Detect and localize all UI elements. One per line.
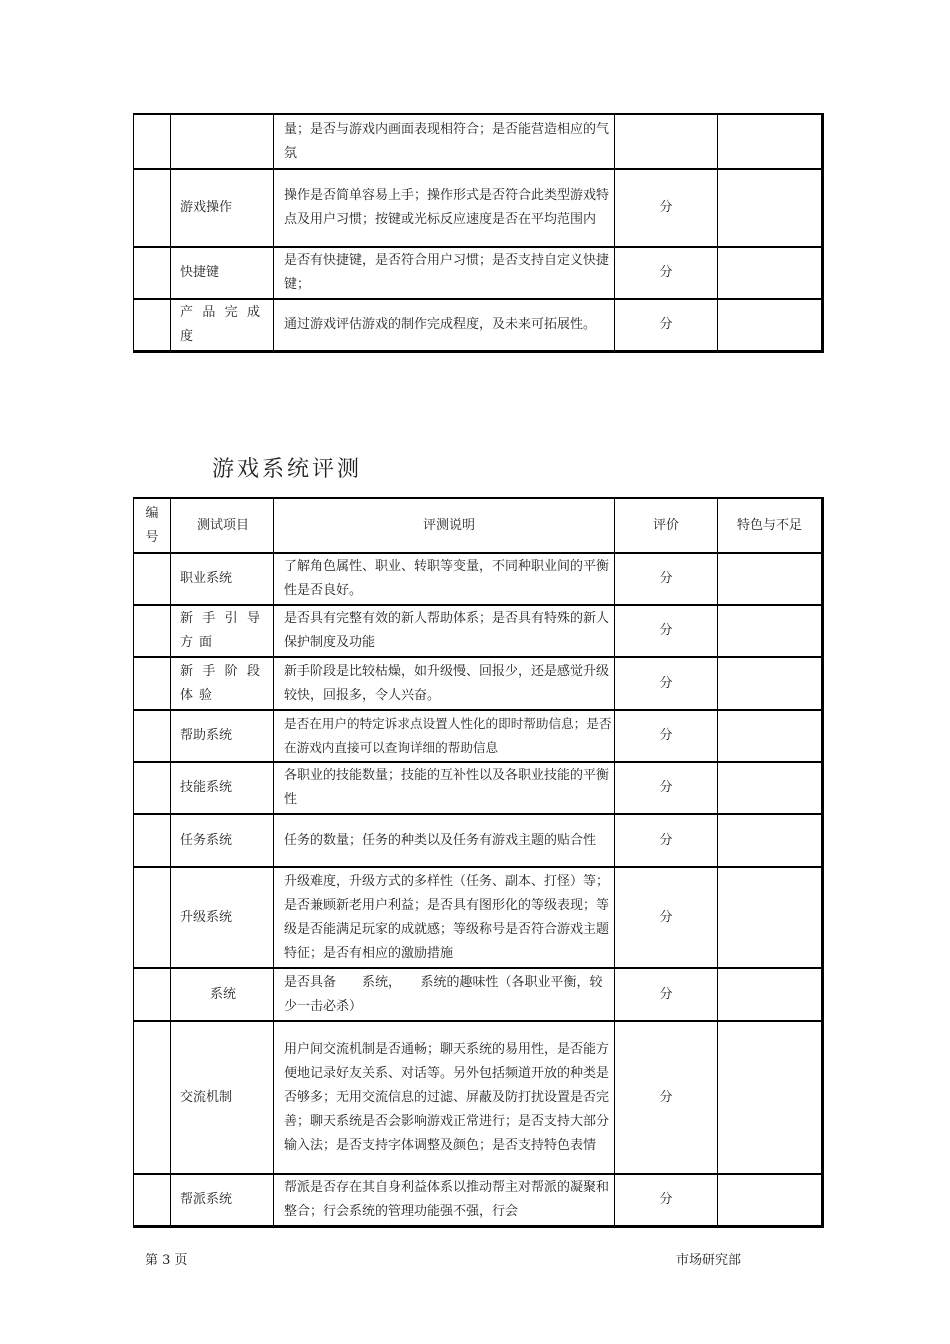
description-cell: 任务的数量；任务的种类以及任务有游戏主题的贴合性 [274, 814, 615, 867]
row-number-cell [134, 299, 171, 351]
test-item-cell: 任务系统 [171, 814, 274, 867]
score-cell: 分 [615, 710, 718, 762]
table-row [134, 1174, 823, 1227]
table-row [134, 867, 823, 968]
row-number-cell [134, 605, 171, 657]
description-cell: 操作是否简单容易上手；操作形式是否符合此类型游戏特点及用户习惯；按键或光标反应速度是否在平均范围内 [274, 169, 615, 247]
table-row [134, 710, 823, 762]
table-row [134, 299, 823, 351]
test-item-cell [171, 114, 274, 169]
test-item-cell: 系统 [171, 968, 274, 1021]
table-row [134, 657, 823, 710]
description-cell: 是否在用户的特定诉求点设置人性化的即时帮助信息；是否在游戏内直接可以查询详细的帮助信息 [274, 710, 615, 762]
table-row [134, 114, 823, 169]
description-cell: 是否具有完整有效的新人帮助体系；是否具有特殊的新人保护制度及功能 [274, 605, 615, 657]
row-number-cell [134, 553, 171, 605]
row-number-cell [134, 762, 171, 814]
description-cell: 通过游戏评估游戏的制作完成程度，及未来可拓展性。 [274, 299, 615, 351]
test-item-cell: 产品完成度 [171, 299, 274, 351]
description-cell: 各职业的技能数量；技能的互补性以及各职业技能的平衡性 [274, 762, 615, 814]
features-cell [718, 553, 823, 605]
score-cell: 分 [615, 814, 718, 867]
features-cell [718, 1174, 823, 1227]
score-cell: 分 [615, 1174, 718, 1227]
row-number-cell [134, 169, 171, 247]
test-item-cell: 帮助系统 [171, 710, 274, 762]
score-cell: 分 [615, 299, 718, 351]
description-cell: 用户间交流机制是否通畅；聊天系统的易用性，是否能方便地记录好友关系、对话等。另外包括频道开放的种类是否够多；无用交流信息的过滤、屏蔽及防打扰设置是否完善；聊天系统是否会影响游戏正常进行；是否支持大部分输入法；是否支持字体调整及颜色；是否支持特色表情 [274, 1021, 615, 1174]
row-number-cell [134, 1021, 171, 1174]
table-row [134, 762, 823, 814]
test-item-cell: 帮派系统 [171, 1174, 274, 1227]
score-cell: 分 [615, 762, 718, 814]
test-item-cell: 升级系统 [171, 867, 274, 968]
row-number-cell [134, 247, 171, 299]
header-number [134, 498, 171, 553]
row-number-cell [134, 814, 171, 867]
description-cell: 了解角色属性、职业、转职等变量，不同种职业间的平衡性是否良好。 [274, 553, 615, 605]
header-test-item: 测试项目 [171, 498, 274, 553]
test-item-cell: 交流机制 [171, 1021, 274, 1174]
features-cell [718, 867, 823, 968]
score-cell: 分 [615, 553, 718, 605]
score-cell [615, 114, 718, 169]
features-cell [718, 299, 823, 351]
score-cell: 分 [615, 169, 718, 247]
features-cell [718, 968, 823, 1021]
department-name: 市场研究部 [676, 1253, 742, 1268]
row-number-cell [134, 867, 171, 968]
row-number-cell [134, 114, 171, 169]
row-number-cell [134, 710, 171, 762]
header-features: 特色与不足 [718, 498, 823, 553]
table-row [134, 1021, 823, 1174]
features-cell [718, 169, 823, 247]
top-eval-table [133, 113, 824, 353]
description-cell: 量；是否与游戏内画面表现相符合；是否能营造相应的气氛 [274, 114, 615, 169]
header-description: 评测说明 [274, 498, 615, 553]
row-number-cell [134, 968, 171, 1021]
table-header-row [134, 498, 823, 553]
description-cell: 升级难度，升级方式的多样性（任务、副本、打怪）等；是否兼顾新老用户利益；是否具有图形化的等级表现；等级是否能满足玩家的成就感；等级称号是否符合游戏主题特征；是否有相应的激励措施 [274, 867, 615, 968]
test-item-cell: 新手引导方面 [171, 605, 274, 657]
row-number-cell [134, 657, 171, 710]
features-cell [718, 247, 823, 299]
features-cell [718, 710, 823, 762]
table-row [134, 169, 823, 247]
test-item-cell: 职业系统 [171, 553, 274, 605]
header-number-label: 编号 [145, 505, 159, 545]
system-eval-table [133, 497, 824, 1228]
features-cell [718, 762, 823, 814]
description-cell: 是否具备 系统， 系统的趣味性（各职业平衡，较少一击必杀） [274, 968, 615, 1021]
test-item-cell: 游戏操作 [171, 169, 274, 247]
table-row [134, 814, 823, 867]
features-cell [718, 1021, 823, 1174]
table-row [134, 968, 823, 1021]
page-number: 第 3 页 [145, 1253, 188, 1268]
test-item-cell: 快捷键 [171, 247, 274, 299]
score-cell: 分 [615, 867, 718, 968]
test-item-cell: 新手阶段体验 [171, 657, 274, 710]
test-item-cell: 技能系统 [171, 762, 274, 814]
score-cell: 分 [615, 657, 718, 710]
features-cell [718, 657, 823, 710]
features-cell [718, 605, 823, 657]
score-cell: 分 [615, 1021, 718, 1174]
score-cell: 分 [615, 968, 718, 1021]
table-row [134, 553, 823, 605]
section-title: 游戏系统评测 [212, 457, 363, 482]
header-rating: 评价 [615, 498, 718, 553]
table-row [134, 247, 823, 299]
row-number-cell [134, 1174, 171, 1227]
score-cell: 分 [615, 605, 718, 657]
table-row [134, 605, 823, 657]
description-cell: 是否有快捷键，是否符合用户习惯；是否支持自定义快捷键； [274, 247, 615, 299]
features-cell [718, 114, 823, 169]
features-cell [718, 814, 823, 867]
score-cell: 分 [615, 247, 718, 299]
description-cell: 帮派是否存在其自身利益体系以推动帮主对帮派的凝聚和整合；行会系统的管理功能强不强，行会 [274, 1174, 615, 1227]
description-cell: 新手阶段是比较枯燥，如升级慢、回报少，还是感觉升级较快，回报多，令人兴奋。 [274, 657, 615, 710]
